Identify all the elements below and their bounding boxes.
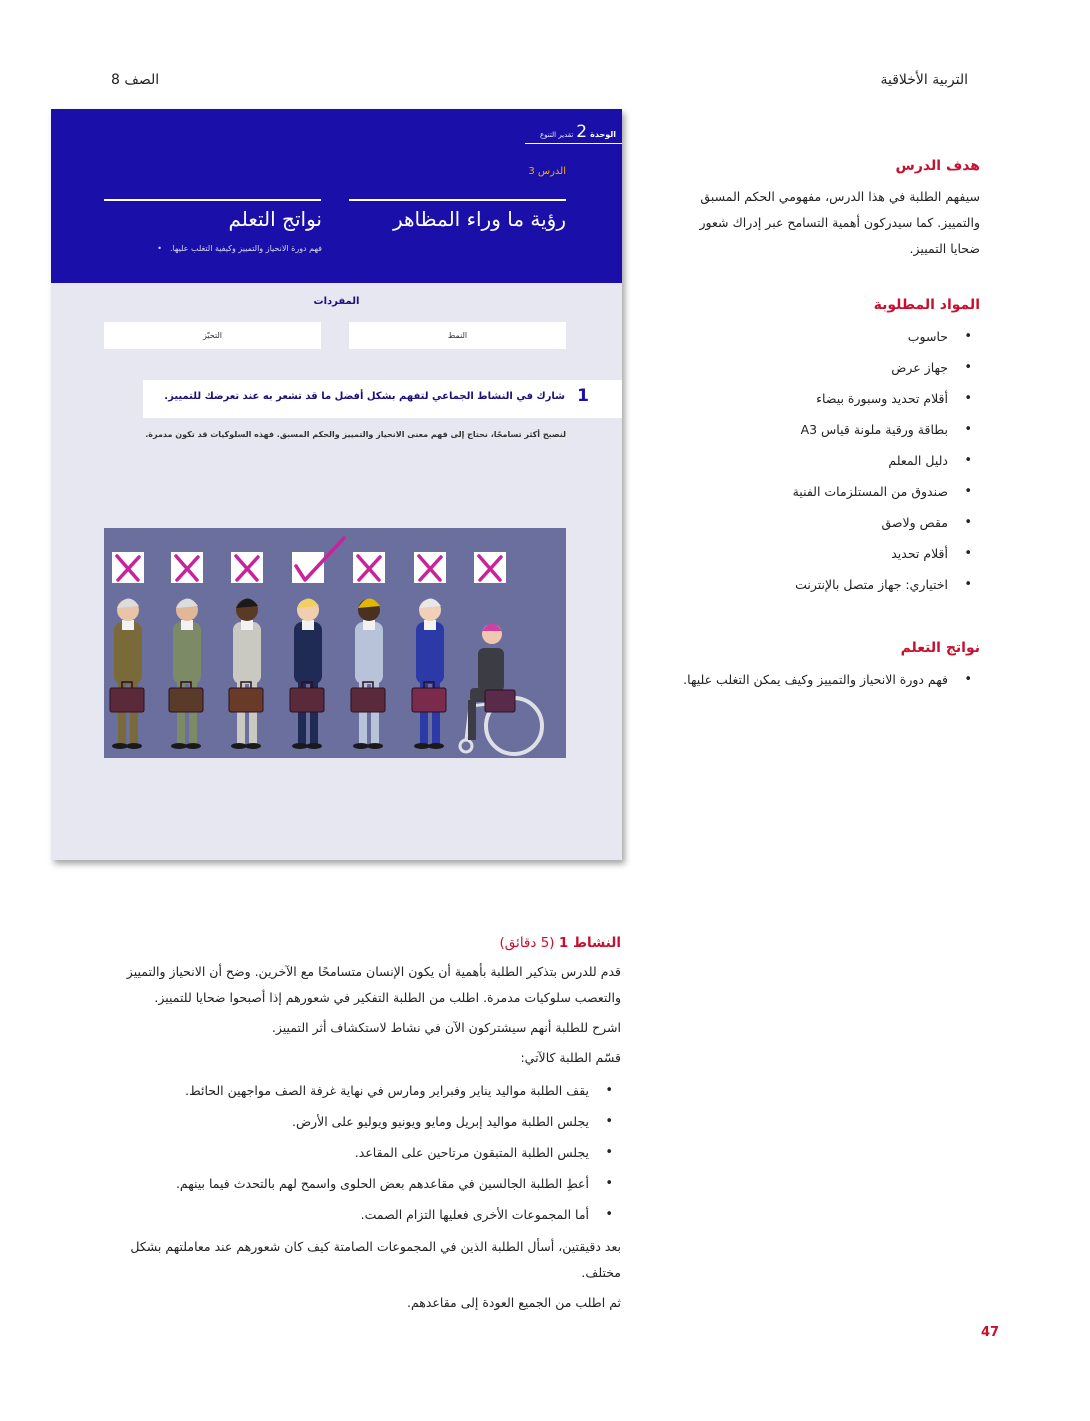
person-shoe bbox=[245, 743, 261, 749]
outcomes-section bbox=[660, 640, 980, 695]
materials-section bbox=[660, 297, 980, 600]
activity1-label: النشاط 1 bbox=[558, 935, 621, 951]
person-shoe bbox=[353, 743, 369, 749]
unit-label-text: الوحدة bbox=[590, 130, 616, 139]
lesson-title: رؤية ما وراء المظاهر bbox=[392, 207, 566, 231]
person-leg bbox=[468, 700, 476, 740]
unit-number: 2 bbox=[576, 122, 588, 142]
list-item: • أما المجموعات الأخرى فعليها التزام الصمت. bbox=[101, 1199, 621, 1230]
list-item: • أعطِ الطلبة الجالسين في مقاعدهم بعض الحلوى واسمح لهم بالتحدث فيما بينهم. bbox=[101, 1168, 621, 1199]
activity-note: لنصبح أكثر تسامحًا، نحتاج إلى فهم معنى الانحياز والتمييز والحكم المسبق. فهذه السلوكيات قد تكون مدمرة. bbox=[145, 430, 566, 439]
person-collar bbox=[302, 620, 314, 630]
unit-label bbox=[540, 122, 616, 142]
ballot-box bbox=[112, 552, 144, 583]
person-torso bbox=[233, 622, 261, 684]
vocab-title: المفردات bbox=[313, 296, 360, 307]
activity1-paragraph: قدم للدرس بتذكير الطلبة بأهمية أن يكون الإنسان متسامحًا مع الآخرين. وضح أن الانحياز والتمييز والتعصب سلوكيات مدمرة. اطلب من الطلبة التفكير في شعورهم إذا أصبحوا ضحايا للتمييز. bbox=[126, 964, 621, 1005]
ballot-box bbox=[353, 552, 385, 583]
person-torso bbox=[294, 622, 322, 684]
briefcase-icon bbox=[485, 690, 515, 712]
card-outcomes-title: نواتج التعلم bbox=[228, 207, 322, 231]
materials-title: المواد المطلوبة bbox=[873, 297, 980, 313]
briefcase-icon bbox=[110, 688, 144, 712]
person-shoe bbox=[126, 743, 142, 749]
list-item: • أقلام تحديد وسبورة بيضاء bbox=[660, 383, 980, 414]
ballot-box bbox=[171, 552, 203, 583]
briefcase-icon bbox=[229, 688, 263, 712]
person-shoe bbox=[171, 743, 187, 749]
list-item: • مقص ولاصق bbox=[660, 507, 980, 538]
person-torso bbox=[173, 622, 201, 684]
vocab-box: النمط bbox=[349, 322, 566, 349]
materials-list bbox=[660, 321, 980, 600]
person-shoe bbox=[414, 743, 430, 749]
person-collar bbox=[241, 620, 253, 630]
list-item: • يقف الطلبة مواليد يناير وفبراير ومارس في نهاية غرفة الصف مواجهين الحائط. bbox=[101, 1075, 621, 1106]
list-item: • فهم دورة الانحياز والتمييز وكيف يمكن التغلب عليها. bbox=[660, 664, 980, 695]
person-shoe bbox=[292, 743, 308, 749]
list-item: • صندوق من المستلزمات الفنية bbox=[660, 476, 980, 507]
grade-header: الصف 8 bbox=[111, 72, 160, 88]
outcomes-title: نواتج التعلم bbox=[900, 640, 980, 656]
list-item: • يجلس الطلبة المتبقون مرتاحين على المقاعد. bbox=[101, 1137, 621, 1168]
list-item: • أقلام تحديد bbox=[660, 538, 980, 569]
ballot-box bbox=[474, 552, 506, 583]
list-item: • بطاقة ورقية ملونة قياس A3 bbox=[660, 414, 980, 445]
person-shoe bbox=[306, 743, 322, 749]
ballot-box bbox=[414, 552, 446, 583]
outcomes-list bbox=[660, 664, 980, 695]
person-shoe bbox=[367, 743, 383, 749]
person-shoe bbox=[112, 743, 128, 749]
person-torso bbox=[114, 622, 142, 684]
list-item: • حاسوب bbox=[660, 321, 980, 352]
activity1-list bbox=[101, 1075, 621, 1230]
activity-instruction: شارك في النشاط الجماعي لتفهم بشكل أفضل ما قد تشعر به عند تعرضك للتمييز. bbox=[164, 391, 565, 402]
person-collar bbox=[181, 620, 193, 630]
list-item: • يجلس الطلبة مواليد إبريل ومايو ويونيو ويوليو على الأرض. bbox=[101, 1106, 621, 1137]
person-torso bbox=[416, 622, 444, 684]
person-torso bbox=[355, 622, 383, 684]
briefcase-icon bbox=[290, 688, 324, 712]
outcomes-rule bbox=[104, 199, 321, 201]
list-item: • جهاز عرض bbox=[660, 352, 980, 383]
lesson-goal-title: هدف الدرس bbox=[895, 158, 980, 174]
activity1-title bbox=[101, 935, 621, 951]
card-outcome-text: فهم دورة الانحياز والتمييز وكيفية التغلب عليها. bbox=[169, 244, 322, 253]
lesson-goal-section bbox=[680, 158, 980, 262]
page-number: 47 bbox=[981, 1325, 1000, 1340]
person-shoe bbox=[428, 743, 444, 749]
activity-number: 1 bbox=[577, 386, 589, 406]
person-collar bbox=[363, 620, 375, 630]
lesson-goal-text: سيفهم الطلبة في هذا الدرس، مفهومي الحكم المسبق والتمييز. كما سيدركون أهمية التسامح عبر إدراك شعور ضحايا التمييز. bbox=[699, 189, 980, 256]
subject-header: التربية الأخلاقية bbox=[880, 72, 968, 88]
card-outcome-bullet: فهم دورة الانحياز والتمييز وكيفية التغلب عليها.• bbox=[157, 244, 322, 253]
ballot-box bbox=[231, 552, 263, 583]
person-collar bbox=[122, 620, 134, 630]
unit-underline bbox=[525, 143, 622, 144]
title-rule bbox=[349, 199, 566, 201]
person-torso bbox=[478, 648, 504, 692]
discrimination-illustration bbox=[104, 528, 566, 758]
student-page-header bbox=[51, 109, 622, 283]
lesson-number: الدرس 3 bbox=[528, 166, 566, 177]
activity1-paragraph: قسّم الطلبة كالآتي: bbox=[520, 1050, 621, 1065]
briefcase-icon bbox=[351, 688, 385, 712]
person-collar bbox=[424, 620, 436, 630]
person-shoe bbox=[231, 743, 247, 749]
vocab-box: التحيّز bbox=[104, 322, 321, 349]
briefcase-icon bbox=[169, 688, 203, 712]
person-shoe bbox=[185, 743, 201, 749]
student-page-card bbox=[51, 109, 622, 860]
activity1-paragraph: اشرح للطلبة أنهم سيشتركون الآن في نشاط لاستكشاف أثر التمييز. bbox=[271, 1020, 621, 1035]
briefcase-icon bbox=[412, 688, 446, 712]
activity1-section bbox=[101, 935, 621, 1316]
list-item: • اختياري: جهاز متصل بالإنترنت bbox=[660, 569, 980, 600]
list-item: • دليل المعلم bbox=[660, 445, 980, 476]
activity1-paragraph: بعد دقيقتين، أسأل الطلبة الذين في المجموعات الصامتة كيف كان شعورهم عند معاملتهم بشكل مختلف. bbox=[130, 1239, 621, 1280]
unit-name: تقدير التنوع bbox=[540, 131, 574, 139]
activity1-paragraph: ثم اطلب من الجميع العودة إلى مقاعدهم. bbox=[406, 1295, 621, 1310]
activity1-duration: (5 دقائق) bbox=[499, 935, 555, 951]
